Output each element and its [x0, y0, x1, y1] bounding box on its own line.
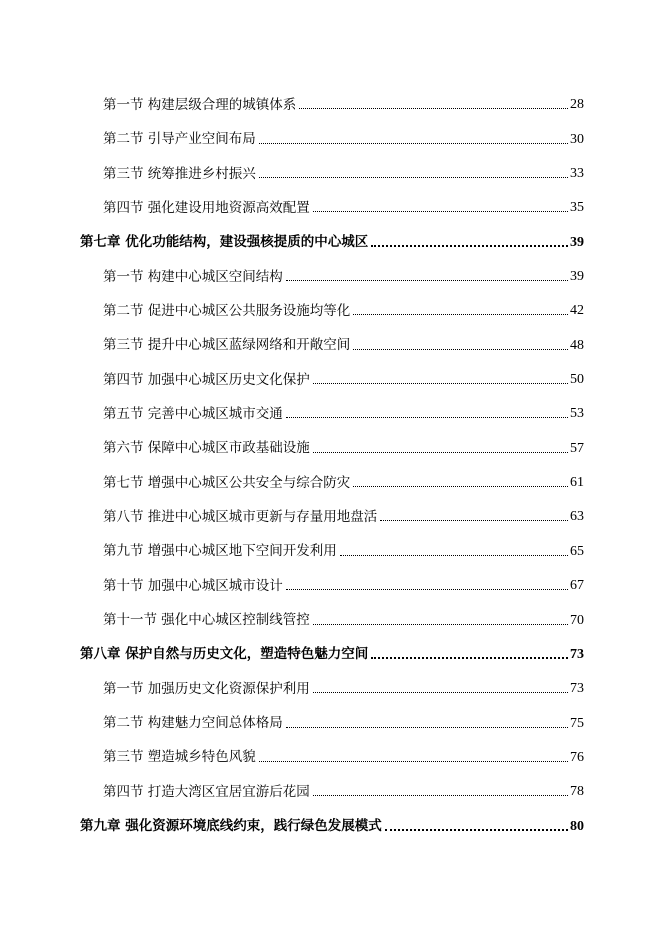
toc-dot-leader	[286, 589, 568, 590]
toc-entry-title: 第八章 保护自然与历史文化，塑造特色魅力空间	[80, 646, 369, 663]
toc-entry-title: 第七章 优化功能结构，建设强核提质的中心城区	[80, 234, 369, 251]
toc-page-number: 53	[570, 406, 584, 422]
toc-entry-title: 第三节 提升中心城区蓝绿网络和开敞空间	[103, 337, 351, 354]
toc-dot-leader	[286, 417, 568, 418]
toc-dot-leader	[286, 727, 568, 728]
toc-entry-title: 第四节 加强中心城区历史文化保护	[103, 371, 310, 388]
toc-section-entry[interactable]	[80, 80, 584, 114]
toc-page-number: 63	[570, 509, 584, 525]
toc-entry-title: 第七节 增强中心城区公共安全与综合防灾	[103, 474, 351, 491]
toc-section-entry[interactable]	[80, 733, 584, 767]
toc-section-entry[interactable]	[80, 698, 584, 732]
toc-dot-leader	[299, 108, 568, 109]
toc-dot-leader	[371, 657, 568, 659]
toc-dot-leader	[353, 349, 568, 350]
toc-entry-title: 第九章 强化资源环境底线约束，践行绿色发展模式	[80, 818, 382, 835]
toc-entry-title: 第四节 打造大湾区宜居宜游后花园	[103, 783, 310, 800]
toc-page-number: 80	[570, 818, 584, 834]
toc-section-entry[interactable]	[80, 320, 584, 354]
toc-dot-leader	[259, 177, 568, 178]
toc-section-entry[interactable]	[80, 423, 584, 457]
toc-dot-leader	[313, 452, 568, 453]
toc-section-entry[interactable]	[80, 664, 584, 698]
toc-page-number: 28	[570, 97, 584, 113]
toc-entry-title: 第三节 统筹推进乡村振兴	[103, 165, 256, 182]
toc-page-number: 61	[570, 475, 584, 491]
toc-entry-title: 第八节 推进中心城区城市更新与存量用地盘活	[103, 508, 378, 525]
toc-entry-title: 第三节 塑造城乡特色风貌	[103, 749, 256, 766]
toc-dot-leader	[380, 520, 568, 521]
toc-entry-title: 第十一节 强化中心城区控制线管控	[103, 612, 310, 628]
table-of-contents	[80, 80, 584, 836]
toc-dot-leader	[313, 795, 568, 796]
toc-entry-title: 第一节 加强历史文化资源保护利用	[103, 680, 310, 697]
toc-section-entry[interactable]	[80, 252, 584, 286]
toc-entry-title: 第一节 构建中心城区空间结构	[103, 268, 283, 285]
toc-dot-leader	[313, 624, 568, 625]
toc-chapter-entry[interactable]	[80, 801, 584, 835]
toc-dot-leader	[371, 245, 568, 247]
toc-entry-title: 第九节 增强中心城区地下空间开发利用	[103, 543, 337, 560]
toc-entry-title: 第一节 构建层级合理的城镇体系	[103, 96, 297, 113]
toc-page-number: 50	[570, 372, 584, 388]
toc-page-number: 30	[570, 131, 584, 147]
toc-dot-leader	[313, 692, 568, 693]
toc-section-entry[interactable]	[80, 526, 584, 560]
toc-dot-leader	[313, 211, 568, 212]
toc-page-number: 33	[570, 166, 584, 182]
toc-section-entry[interactable]	[80, 149, 584, 183]
toc-page-number: 39	[570, 269, 584, 285]
toc-section-entry[interactable]	[80, 458, 584, 492]
toc-section-entry[interactable]	[80, 767, 584, 801]
toc-entry-title: 第二节 引导产业空间布局	[103, 131, 256, 148]
toc-entry-title: 第四节 强化建设用地资源高效配置	[103, 199, 310, 216]
toc-dot-leader	[286, 280, 568, 281]
toc-page-number: 67	[570, 578, 584, 594]
toc-page-number: 42	[570, 303, 584, 319]
toc-section-entry[interactable]	[80, 286, 584, 320]
toc-section-entry[interactable]	[80, 561, 584, 595]
toc-page-number: 75	[570, 715, 584, 731]
toc-page-number: 70	[570, 612, 584, 628]
toc-dot-leader	[259, 143, 568, 144]
toc-page-number: 73	[570, 646, 584, 662]
toc-section-entry[interactable]	[80, 183, 584, 217]
toc-dot-leader	[353, 314, 568, 315]
toc-entry-title: 第二节 促进中心城区公共服务设施均等化	[103, 302, 351, 319]
toc-page-number: 57	[570, 440, 584, 456]
toc-entry-title: 第二节 构建魅力空间总体格局	[103, 715, 283, 732]
toc-page-number: 65	[570, 543, 584, 559]
toc-page-number: 78	[570, 784, 584, 800]
toc-page-number: 76	[570, 749, 584, 765]
toc-dot-leader	[313, 383, 568, 384]
toc-section-entry[interactable]	[80, 595, 584, 629]
toc-entry-title: 第五节 完善中心城区城市交通	[103, 405, 283, 422]
toc-section-entry[interactable]	[80, 492, 584, 526]
toc-page-number: 35	[570, 200, 584, 216]
toc-dot-leader	[353, 486, 568, 487]
toc-page-number: 39	[570, 234, 584, 250]
toc-section-entry[interactable]	[80, 355, 584, 389]
toc-dot-leader	[340, 555, 568, 556]
toc-dot-leader	[259, 761, 568, 762]
toc-entry-title: 第十节 加强中心城区城市设计	[103, 577, 283, 594]
toc-section-entry[interactable]	[80, 114, 584, 148]
toc-page-number: 48	[570, 337, 584, 353]
toc-entry-title: 第六节 保障中心城区市政基础设施	[103, 440, 310, 457]
toc-page-number: 73	[570, 681, 584, 697]
toc-section-entry[interactable]	[80, 389, 584, 423]
toc-chapter-entry[interactable]	[80, 217, 584, 251]
toc-dot-leader	[385, 829, 568, 831]
toc-chapter-entry[interactable]	[80, 630, 584, 664]
